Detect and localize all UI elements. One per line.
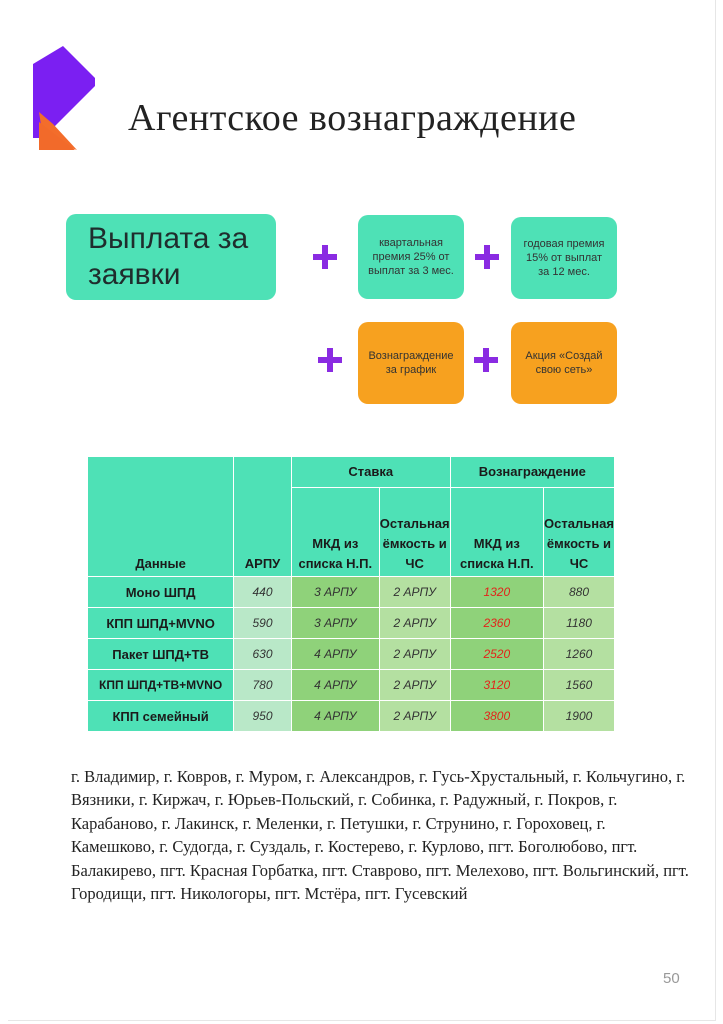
row-reward-mkd: 3800 [450, 701, 543, 732]
row-rate-mkd: 3 АРПУ [291, 608, 379, 639]
table-header-row [88, 457, 615, 488]
row-arpu: 780 [234, 670, 292, 701]
row-rate-other: 2 АРПУ [379, 639, 450, 670]
plus-icon [475, 245, 499, 269]
row-reward-other: 1180 [543, 608, 614, 639]
row-reward-mkd: 2520 [450, 639, 543, 670]
row-name: КПП ШПД+ТВ+MVNO [88, 670, 234, 701]
reward-table [87, 456, 615, 732]
header-rate-group: Ставка [291, 457, 450, 488]
box-schedule-reward: Вознаграждение за график [358, 322, 464, 404]
row-rate-other: 2 АРПУ [379, 701, 450, 732]
table-row [88, 639, 615, 670]
row-name: Моно ШПД [88, 577, 234, 608]
row-reward-other: 1900 [543, 701, 614, 732]
row-reward-other: 1560 [543, 670, 614, 701]
row-name: Пакет ШПД+ТВ [88, 639, 234, 670]
row-arpu: 950 [234, 701, 292, 732]
row-rate-other: 2 АРПУ [379, 670, 450, 701]
header-data: Данные [88, 457, 234, 577]
table-row [88, 577, 615, 608]
page-number: 50 [663, 970, 680, 987]
row-arpu: 630 [234, 639, 292, 670]
table-row [88, 670, 615, 701]
box-quarterly-bonus: квартальная премия 25% от выплат за 3 мес. [358, 215, 464, 299]
header-reward-mkd: МКД из списка Н.П. [450, 488, 543, 577]
row-name: КПП ШПД+MVNO [88, 608, 234, 639]
row-reward-mkd: 3120 [450, 670, 543, 701]
row-reward-other: 1260 [543, 639, 614, 670]
table-row [88, 608, 615, 639]
row-rate-mkd: 4 АРПУ [291, 701, 379, 732]
row-rate-other: 2 АРПУ [379, 608, 450, 639]
box-application-payment: Выплата за заявки [66, 214, 276, 300]
header-rate-mkd: МКД из списка Н.П. [291, 488, 379, 577]
row-name: КПП семейный [88, 701, 234, 732]
header-reward-group: Вознаграждение [450, 457, 614, 488]
plus-icon [318, 348, 342, 372]
row-arpu: 590 [234, 608, 292, 639]
box-promo-campaign: Акция «Создай свою сеть» [511, 322, 617, 404]
row-rate-mkd: 4 АРПУ [291, 670, 379, 701]
table-row [88, 701, 615, 732]
header-arpu: АРПУ [234, 457, 292, 577]
row-rate-mkd: 4 АРПУ [291, 639, 379, 670]
box-yearly-bonus: годовая премия 15% от выплат за 12 мес. [511, 217, 617, 299]
header-reward-other: Остальная ёмкость и ЧС [543, 488, 614, 577]
header-rate-other: Остальная ёмкость и ЧС [379, 488, 450, 577]
plus-icon [313, 245, 337, 269]
row-reward-other: 880 [543, 577, 614, 608]
row-arpu: 440 [234, 577, 292, 608]
cities-list: г. Владимир, г. Ковров, г. Муром, г. Александров, г. Гусь-Хрустальный, г. Кольчугино, г. Вязники, г. Киржач, г. Юрьев-Польский, г. Собинка, г. Радужный, г. Покров, г. Карабаново, г. Лакинск, г. Меленки, г. Петушки, г. Струнино, г. Гороховец, г. Камешково, г. Судогда, г. Суздаль, г. Костерево, г. Курлово, пгт. Боголюбово, пгт. Балакирево, пгт. Красная Горбатка, пгт. Ставрово, пгт. Мелехово, пгт. Вольгинский, пгт. Городищи, пгт. Никологоры, пгт. Мстёра, пгт. Гусевский [71, 767, 689, 904]
page-title: Агентское вознаграждение [128, 97, 577, 139]
row-rate-other: 2 АРПУ [379, 577, 450, 608]
row-reward-mkd: 2360 [450, 608, 543, 639]
row-rate-mkd: 3 АРПУ [291, 577, 379, 608]
plus-icon [474, 348, 498, 372]
rostelecom-logo [33, 46, 97, 152]
row-reward-mkd: 1320 [450, 577, 543, 608]
